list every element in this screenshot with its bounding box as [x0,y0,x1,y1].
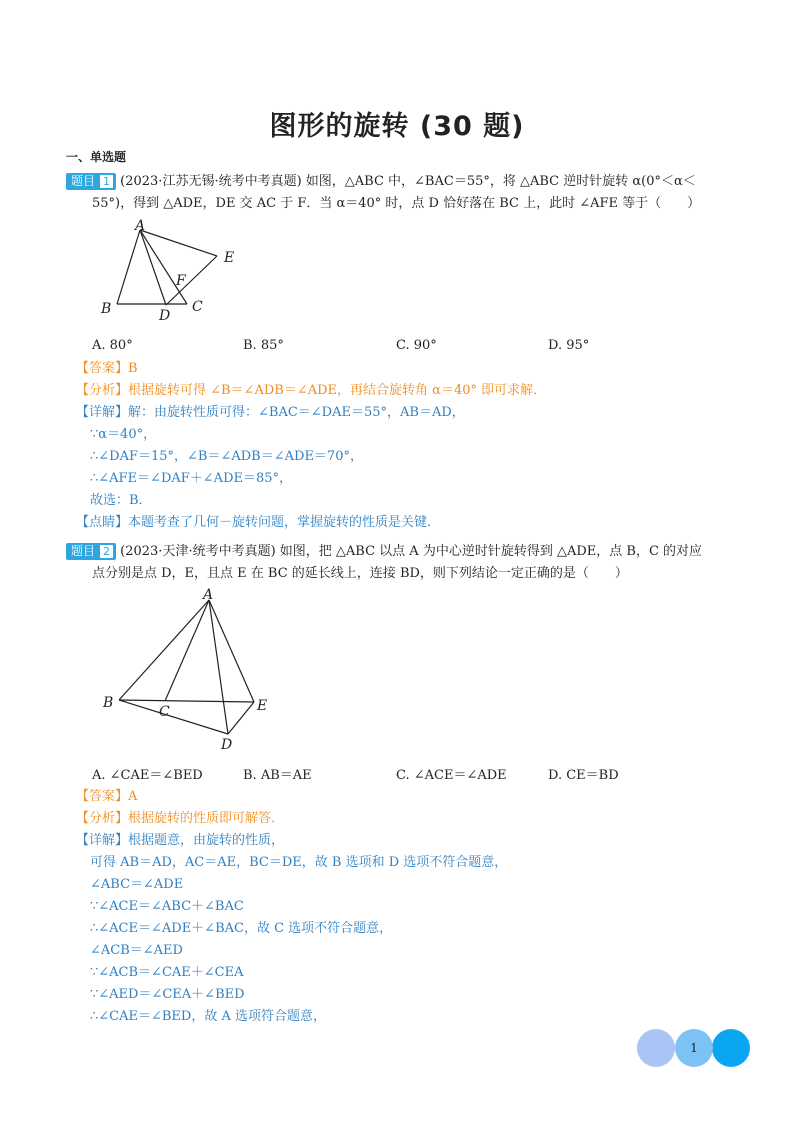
label-e: E [224,250,235,266]
detail-line: ∴∠CAE＝∠BED，故 A 选项符合题意， [90,1009,326,1024]
label-f: F [176,273,186,289]
detail-line: ∵∠AED＝∠CEA＋∠BED [90,987,245,1002]
label-d: D [221,737,233,753]
page-title: 图形的旋转 (30 题) [269,111,525,142]
option-c: C. ∠ACE＝∠ADE [396,768,507,783]
answer: 【答案】B [76,361,138,376]
answer: 【答案】A [76,789,138,804]
option-d: D. 95° [548,338,590,353]
question-1-line-1: 题目 1 (2023·江苏无锡·统考中考真题) 如图，△ABC 中，∠BAC＝55°，将 △ABC 逆时针旋转 α(0°＜α＜ [66,171,696,192]
page-number: 1 [675,1029,713,1067]
detail-line: 【详解】根据题意，由旋转的性质， [76,833,285,848]
remark: 【点睛】本题考查了几何－旋转问题，掌握旋转的性质是关键． [76,515,441,530]
question-2-line-1: 题目 2 (2023·天津·统考中考真题) 如图，把 △ABC 以点 A 为中心逆时针旋转得到 △ADE，点 B，C 的对应 [66,541,702,562]
question-2-line-2: 点分别是点 D，E，且点 E 在 BC 的延长线上，连接 BD，则下列结论一定正确的是（ ） [92,566,628,581]
analysis: 【分析】根据旋转可得 ∠B＝∠ADB＝∠ADE，再结合旋转角 α＝40° 即可求解． [76,383,547,398]
question-tag: 题目 1 [66,173,116,190]
section-heading: 一、单选题 [66,150,127,164]
detail-line: 【详解】解：由旋转性质可得：∠BAC＝∠DAE＝55°，AB＝AD， [76,405,465,420]
option-a: A. 80° [92,338,133,353]
option-c: C. 90° [396,338,437,353]
detail-line: ∵∠ACE＝∠ABC＋∠BAC [90,899,244,914]
analysis: 【分析】根据旋转的性质即可解答． [76,811,285,826]
label-a: A [203,587,214,603]
detail-line: ∠ACB＝∠AED [90,943,183,958]
label-c: C [192,299,203,315]
question-1-line-2: 55°)，得到 △ADE，DE 交 AC 于 F．当 α＝40° 时，点 D 恰好落在 BC 上，此时 ∠AFE 等于（ ） [92,196,701,211]
detail-line: ∵α＝40°， [90,427,157,442]
option-a: A. ∠CAE＝∠BED [92,768,203,783]
option-b: B. AB＝AE [243,768,312,783]
detail-line: ∴∠ACE＝∠ADE＋∠BAC，故 C 选项不符合题意， [90,921,393,936]
label-a: A [135,218,146,234]
detail-line: ∴∠AFE＝∠DAF＋∠ADE＝85°， [90,471,293,486]
detail-line: ∵∠ACB＝∠CAE＋∠CEA [90,965,244,980]
question-tag: 题目 2 [66,543,116,560]
label-e: E [257,698,268,714]
question-2-figure [95,584,285,754]
label-c: C [159,704,170,720]
page-badge-circle-right [712,1029,750,1067]
page-badge-circle-left [637,1029,675,1067]
option-b: B. 85° [243,338,284,353]
detail-line: 可得 AB＝AD，AC＝AE，BC＝DE，故 B 选项和 D 选项不符合题意， [90,855,508,870]
detail-line: 故选：B． [90,493,152,508]
question-1-figure [95,216,255,326]
detail-line: ∠ABC＝∠ADE [90,877,184,892]
label-b: B [103,695,114,711]
label-d: D [159,308,171,324]
detail-line: ∴∠DAF＝15°，∠B＝∠ADB＝∠ADE＝70°， [90,449,363,464]
option-d: D. CE＝BD [548,768,619,783]
label-b: B [101,301,112,317]
